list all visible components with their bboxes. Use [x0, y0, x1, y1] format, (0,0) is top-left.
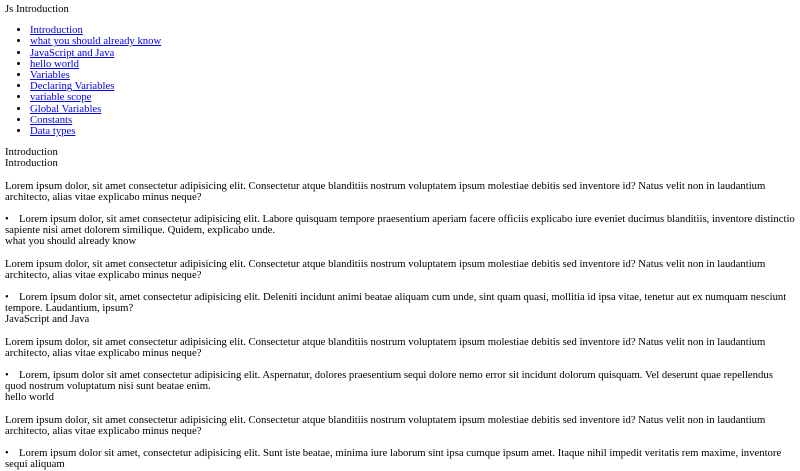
section-bullet-list	[5, 370, 795, 392]
bullet-icon: •	[5, 369, 9, 382]
list-item-text: Lorem ipsum dolor sit amet, consectetur adipisicing elit. Sunt iste beatae, minima iure laborum sint ipsa cumque ipsum amet. Itaque nihil impedit veritatis rem maxime, inventore sequi aliquam	[5, 447, 782, 471]
section-heading: what you should already know	[5, 235, 137, 248]
nav-item-hello-world	[30, 59, 795, 70]
nav-item-variables	[30, 70, 795, 81]
nav-link-data-types[interactable]: Data types	[30, 125, 76, 138]
section-bullet-list	[5, 214, 795, 236]
section-javascript-and-java	[5, 314, 795, 392]
nav-item-javascript-and-java	[30, 48, 795, 59]
list-item-text: Lorem, ipsum dolor sit amet consectetur adipisicing elit. Aspernatur, dolores praesentium sequi dolore nemo error sit incidunt dolorum quisquam. Vel deserunt quae repellendus quod nostrum voluptatum nisi sunt beatae enim.	[5, 369, 773, 393]
main-header-line-2: Introduction	[5, 157, 58, 170]
page-title: Js Introduction	[5, 3, 69, 15]
list-item	[5, 292, 795, 314]
nav-link-javascript-and-java[interactable]: JavaScript and Java	[30, 46, 115, 59]
bullet-icon: •	[5, 213, 9, 226]
nav-link-constants[interactable]: Constants	[30, 113, 73, 126]
section-bullet-list	[5, 292, 795, 314]
section-hello-world	[5, 392, 795, 470]
section-paragraph: Lorem ipsum dolor, sit amet consectetur adipisicing elit. Consectetur atque blanditiis nostrum voluptatem ipsum molestiae debitis sed inventore id? Natus velit non in laudantium architecto, alias vitae explicabo minus neque?	[5, 335, 766, 359]
list-item	[5, 370, 795, 392]
nav-link-variables[interactable]: Variables	[30, 69, 70, 82]
nav-link-declaring-variables[interactable]: Declaring Variables	[30, 80, 115, 93]
nav-item-what-you-should-already-know	[30, 36, 795, 47]
section-bullet-list	[5, 448, 795, 470]
nav-item-declaring-variables	[30, 81, 795, 92]
nav-item-variable-scope	[30, 92, 795, 103]
nav-item-constants	[30, 115, 795, 126]
section-paragraph: Lorem ipsum dolor, sit amet consectetur adipisicing elit. Consectetur atque blanditiis nostrum voluptatem ipsum molestiae debitis sed inventore id? Natus velit non in laudantium architecto, alias vitae explicabo minus neque?	[5, 257, 766, 281]
list-item	[5, 448, 795, 470]
section-paragraph: Lorem ipsum dolor, sit amet consectetur adipisicing elit. Consectetur atque blanditiis nostrum voluptatem ipsum molestiae debitis sed inventore id? Natus velit non in laudantium architecto, alias vitae explicabo minus neque?	[5, 179, 766, 203]
bullet-icon: •	[5, 447, 9, 460]
nav-link-global-variables[interactable]: Global Variables	[30, 102, 102, 115]
section-paragraph: Lorem ipsum dolor, sit amet consectetur adipisicing elit. Consectetur atque blanditiis nostrum voluptatem ipsum molestiae debitis sed inventore id? Natus velit non in laudantium architecto, alias vitae explicabo minus neque?	[5, 413, 766, 437]
section-heading: JavaScript and Java	[5, 313, 90, 326]
main-header-line-1: Introduction	[5, 146, 58, 159]
section-heading: hello world	[5, 391, 54, 404]
list-item-text: Lorem ipsum dolor, sit amet consectetur adipisicing elit. Labore quisquam tempore praesentium aperiam facere officiis explicabo iure eveniet ducimus blanditiis, inventore distinctio sapiente nisi amet dolorem similique. Quidem, explicabo unde.	[5, 213, 795, 237]
nav-link-introduction[interactable]: Introduction	[30, 24, 83, 37]
section-introduction	[5, 181, 795, 237]
nav-link-variable-scope[interactable]: variable scope	[30, 91, 92, 104]
bullet-icon: •	[5, 291, 9, 304]
list-item	[5, 214, 795, 236]
nav-list	[5, 25, 795, 137]
nav-item-global-variables	[30, 104, 795, 115]
section-what-you-should-already-know	[5, 236, 795, 314]
list-item-text: Lorem ipsum dolor sit, amet consectetur adipisicing elit. Deleniti incidunt animi beatae aliquam cum unde, sint quam quasi, mollitia id ipsa vitae, tenetur aut ex numquam nesciunt tempore. Laudantium, ipsum?	[5, 291, 787, 315]
nav-link-hello-world[interactable]: hello world	[30, 57, 79, 70]
nav-link-what-you-should-already-know[interactable]: what you should already know	[30, 35, 162, 48]
nav-item-data-types	[30, 126, 795, 137]
